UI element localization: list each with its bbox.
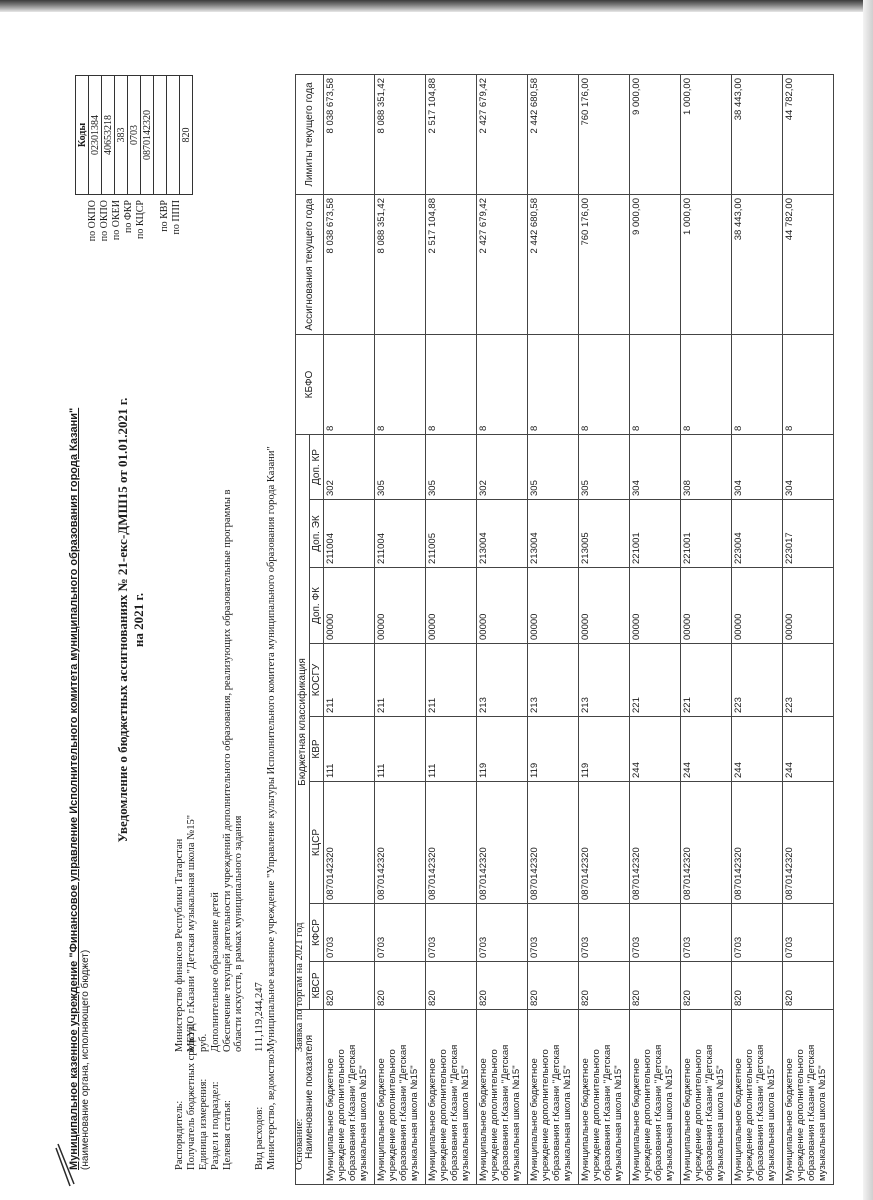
meta-label: Министерство, ведомство: [266,1051,277,1170]
cell-assign: 38 443,00 [732,195,783,335]
document-page [0,40,828,1200]
table-row [477,75,528,1185]
cell-kcsr: 0870142320 [324,782,375,904]
col-header-kvsr: КВСР [310,962,324,1010]
cell-dopkr: 305 [528,435,579,500]
col-header-kosgu: КОСГУ [310,644,324,717]
cell-assign: 2 442 680,58 [528,195,579,335]
cell-name: Муниципальное бюджетное учреждение дополнительного образования г.Казани "Детская музыкальная школа №15" [375,1010,426,1185]
cell-dopek: 221001 [681,500,732,568]
cell-kosgu: 223 [732,644,783,717]
meta-value: Министерство финансов Республики Татарстан [174,838,185,1052]
meta-label: Единица измерения: [198,1078,209,1170]
cell-kcsr: 0870142320 [375,782,426,904]
code-label: по ППП [171,200,182,235]
cell-name: Муниципальное бюджетное учреждение дополнительного образования г.Казани "Детская музыкальная школа №15" [579,1010,630,1185]
cell-dopfk: 00000 [732,568,783,644]
meta-value: Заявка по торгам на 2021 год [294,922,305,1052]
meta-row [198,452,210,1170]
cell-kcsr: 0870142320 [630,782,681,904]
cell-kvr: 244 [681,717,732,782]
meta-label: Распорядитель: [174,1100,185,1170]
code-label: по ФКР [123,200,134,233]
cell-assign: 2 427 679,42 [477,195,528,335]
scan-edge-right [863,0,873,1200]
cell-dopkr: 305 [579,435,630,500]
cell-kvsr: 820 [324,962,375,1010]
cell-dopek: 223004 [732,500,783,568]
cell-kfsr: 0703 [528,904,579,962]
cell-dopfk: 00000 [324,568,375,644]
cell-limits: 760 176,00 [579,75,630,195]
col-header-dopek: Доп. ЭК [310,500,324,568]
cell-name: Муниципальное бюджетное учреждение дополнительного образования г.Казани "Детская музыкальная школа №15" [630,1010,681,1185]
cell-assign: 1 000,00 [681,195,732,335]
cell-dopkr: 304 [783,435,834,500]
col-group-classification: Бюджетная классификация [296,435,310,1010]
code-label: по ОКПО [99,200,110,242]
cell-dopfk: 00000 [528,568,579,644]
col-header-kcsr: КЦСР [310,782,324,904]
table-row [528,75,579,1185]
cell-limits: 9 000,00 [630,75,681,195]
col-header-kbfo: КБФО [296,335,324,435]
meta-row [254,452,266,1170]
cell-kbfo: 8 [630,335,681,435]
meta-value: Муниципальное казенное учреждение "Управление культуры Исполнительного комитета муниципального образования города Казани" [266,446,277,1052]
cell-kosgu: 223 [783,644,834,717]
cell-kvr: 244 [630,717,681,782]
table-row [630,75,681,1185]
codes-labels [87,200,183,270]
cell-kvsr: 820 [783,962,834,1010]
code-label: по ОКПО [87,200,98,242]
cell-kvr: 244 [783,717,834,782]
meta-row [174,452,186,1170]
meta-value: Обеспечение текущей деятельности учреждений дополнительного образования, реализующих образовательные программы в области искусств, в рамках муниципального задания [222,489,244,1052]
document-title: Уведомление о бюджетных ассигнованиях № 21-екс-ДМШ15 от 01.01.2021 г. [115,397,130,843]
meta-row [210,452,222,1170]
cell-kfsr: 0703 [732,904,783,962]
code-label: по КВР [159,200,170,232]
cell-limits: 2 427 679,42 [477,75,528,195]
cell-dopkr: 302 [477,435,528,500]
cell-dopek: 213004 [477,500,528,568]
cell-assign: 8 088 351,42 [375,195,426,335]
cell-kbfo: 8 [783,335,834,435]
meta-value: 111,119,244,247 [254,982,265,1052]
cell-kvsr: 820 [528,962,579,1010]
cell-kbfo: 8 [528,335,579,435]
cell-kcsr: 0870142320 [783,782,834,904]
col-header-kvr: КВР [310,717,324,782]
cell-dopkr: 302 [324,435,375,500]
cell-assign: 9 000,00 [630,195,681,335]
cell-kbfo: 8 [579,335,630,435]
cell-dopfk: 00000 [681,568,732,644]
cell-dopek: 211005 [426,500,477,568]
meta-value: руб. [198,1033,209,1052]
cell-kcsr: 0870142320 [426,782,477,904]
meta-row [222,452,246,1170]
cell-assign: 2 517 104,88 [426,195,477,335]
cell-name: Муниципальное бюджетное учреждение дополнительного образования г.Казани "Детская музыкальная школа №15" [732,1010,783,1185]
cell-kvr: 111 [324,717,375,782]
cell-kvsr: 820 [630,962,681,1010]
col-header-name: Наименование показателя [296,1010,324,1185]
cell-kbfo: 8 [426,335,477,435]
cell-dopek: 211004 [375,500,426,568]
scan-edge-top [0,0,873,12]
code-value: 383 [115,76,128,195]
cell-kfsr: 0703 [783,904,834,962]
meta-value: Дополнительное образование детей [210,892,221,1052]
org-caption: (наименование органа, исполняющего бюджет) [80,949,91,1170]
cell-dopek: 213005 [579,500,630,568]
meta-label: Вид расходов: [254,1106,265,1170]
cell-limits: 44 782,00 [783,75,834,195]
code-value: 0703 [128,76,141,195]
cell-kvr: 111 [426,717,477,782]
cell-dopfk: 00000 [579,568,630,644]
cell-name: Муниципальное бюджетное учреждение дополнительного образования г.Казани "Детская музыкальная школа №15" [783,1010,834,1185]
cell-kvsr: 820 [375,962,426,1010]
code-value: 02301384 [89,76,102,195]
cell-kvsr: 820 [579,962,630,1010]
meta-label: Раздел и подраздел: [210,1081,221,1170]
cell-kfsr: 0703 [477,904,528,962]
cell-dopfk: 00000 [630,568,681,644]
cell-kvsr: 820 [732,962,783,1010]
table-row [783,75,834,1185]
document-year: на 2021 г. [131,592,146,648]
cell-kvr: 111 [375,717,426,782]
cell-assign: 8 038 673,58 [324,195,375,335]
assignments-table [295,74,834,1185]
cell-kfsr: 0703 [426,904,477,962]
table-body [324,75,834,1185]
cell-kvr: 244 [732,717,783,782]
cell-kosgu: 213 [477,644,528,717]
cell-kfsr: 0703 [681,904,732,962]
cell-limits: 8 088 351,42 [375,75,426,195]
cell-kfsr: 0703 [579,904,630,962]
table-row [681,75,732,1185]
cell-dopkr: 305 [426,435,477,500]
cell-kfsr: 0703 [630,904,681,962]
cell-dopkr: 308 [681,435,732,500]
cell-kbfo: 8 [732,335,783,435]
meta-row [186,452,198,1170]
meta-block [150,446,306,1170]
cell-dopkr: 304 [732,435,783,500]
cell-assign: 44 782,00 [783,195,834,335]
meta-value: МБУДО г.Казани "Детская музыкальная школа №15" [186,814,197,1052]
cell-dopfk: 00000 [477,568,528,644]
table-row [375,75,426,1185]
cell-limits: 2 517 104,88 [426,75,477,195]
cell-kbfo: 8 [681,335,732,435]
col-header-dopfk: Доп. ФК [310,568,324,644]
cell-dopfk: 00000 [783,568,834,644]
cell-kcsr: 0870142320 [528,782,579,904]
cell-kosgu: 213 [579,644,630,717]
cell-limits: 1 000,00 [681,75,732,195]
cell-kosgu: 221 [630,644,681,717]
cell-dopek: 221001 [630,500,681,568]
code-value: 0870142320 [141,76,154,195]
code-value: 820 [180,76,193,195]
cell-kvr: 119 [477,717,528,782]
cell-limits: 8 038 673,58 [324,75,375,195]
cell-dopek: 211004 [324,500,375,568]
cell-dopfk: 00000 [375,568,426,644]
cell-kosgu: 211 [426,644,477,717]
cell-kbfo: 8 [324,335,375,435]
codes-heading: Коды [76,76,89,195]
code-label: по ОКЕИ [111,200,122,241]
col-header-limits: Лимиты текущего года [296,75,324,195]
meta-label: Целевая статья: [222,1100,233,1170]
cell-kvr: 119 [528,717,579,782]
cell-dopek: 213004 [528,500,579,568]
cell-kosgu: 213 [528,644,579,717]
cell-assign: 760 176,00 [579,195,630,335]
cell-kcsr: 0870142320 [579,782,630,904]
cell-kcsr: 0870142320 [477,782,528,904]
code-value [167,76,180,195]
cell-name: Муниципальное бюджетное учреждение дополнительного образования г.Казани "Детская музыкальная школа №15" [324,1010,375,1185]
table-row [324,75,375,1185]
table-row [732,75,783,1185]
org-name: Муниципальное казенное учреждение "Финансовое управление Исполнительного комитета муниципального образования города Казани" [68,407,80,1170]
cell-kbfo: 8 [477,335,528,435]
cell-kvsr: 820 [681,962,732,1010]
code-value: 40653218 [102,76,115,195]
code-value [154,76,167,195]
cell-name: Муниципальное бюджетное учреждение дополнительного образования г.Казани "Детская музыкальная школа №15" [528,1010,579,1185]
cell-kbfo: 8 [375,335,426,435]
cell-kvsr: 820 [426,962,477,1010]
codes-table [75,75,193,195]
table-row [579,75,630,1185]
cell-kosgu: 211 [324,644,375,717]
cell-kosgu: 221 [681,644,732,717]
cell-name: Муниципальное бюджетное учреждение дополнительного образования г.Казани "Детская музыкальная школа №15" [681,1010,732,1185]
cell-limits: 38 443,00 [732,75,783,195]
cell-kvsr: 820 [477,962,528,1010]
table-row [426,75,477,1185]
meta-label: Получатель бюджетных средств: [186,1023,197,1170]
col-header-kfsr: КФСР [310,904,324,962]
code-label [147,200,159,270]
cell-dopek: 223017 [783,500,834,568]
meta-label: Основание: [294,1118,305,1170]
cell-name: Муниципальное бюджетное учреждение дополнительного образования г.Казани "Детская музыкальная школа №15" [477,1010,528,1185]
cell-kfsr: 0703 [324,904,375,962]
cell-kosgu: 211 [375,644,426,717]
cell-dopfk: 00000 [426,568,477,644]
col-header-assign: Ассигнования текущего года [296,195,324,335]
cell-dopkr: 304 [630,435,681,500]
cell-kvr: 119 [579,717,630,782]
cell-kfsr: 0703 [375,904,426,962]
col-header-dopkr: Доп. КР [310,435,324,500]
meta-row [266,446,278,1170]
cell-kcsr: 0870142320 [681,782,732,904]
cell-limits: 2 442 680,58 [528,75,579,195]
cell-dopkr: 305 [375,435,426,500]
cell-name: Муниципальное бюджетное учреждение дополнительного образования г.Казани "Детская музыкальная школа №15" [426,1010,477,1185]
code-label: по КЦСР [135,200,146,239]
cell-kcsr: 0870142320 [732,782,783,904]
